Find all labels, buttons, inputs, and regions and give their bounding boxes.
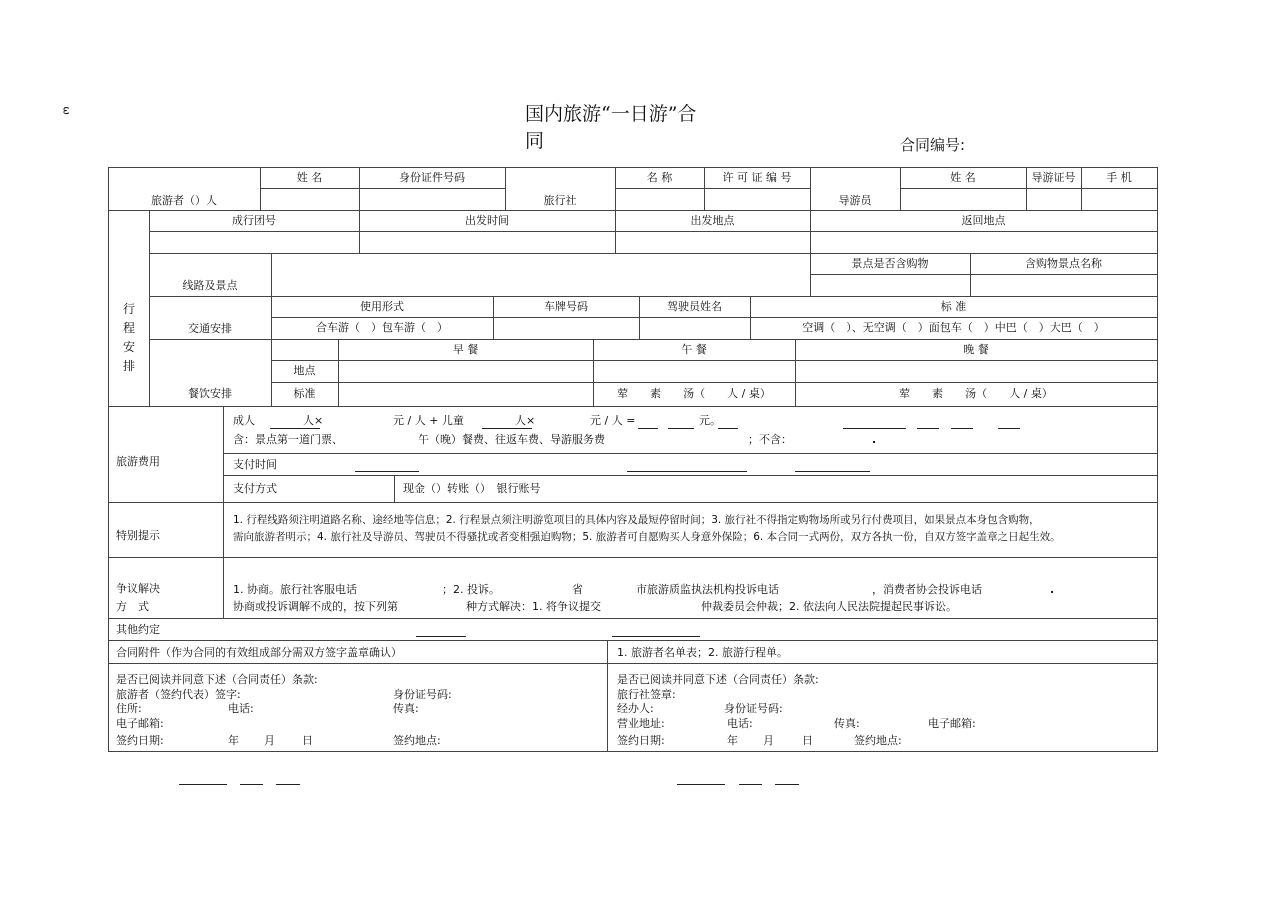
right-confirm: 是否已阅读并同意下述（合同责任）条款: [617,673,819,686]
left-id: 身份证号码: [393,688,452,701]
left-address: 住所: [116,702,142,715]
fee-excludes-end: . [872,433,877,446]
right-month: 月 [763,734,774,747]
driver-name-label: 驾驶员姓名 [667,300,722,313]
right-day: 日 [802,734,813,747]
group-number-label: 成行团号 [232,214,276,227]
dispute-consult: 1. 协商。旅行社客服电话 [233,583,357,596]
right-id: 身份证号码: [724,702,783,715]
lunch-standard: 荤 素 汤（ 人 / 桌） [617,387,771,400]
other-terms-label: 其他约定 [116,623,160,636]
shopping-name-label: 含购物景点名称 [1025,257,1102,270]
dispute-province: 省 [572,583,583,596]
right-place: 签约地点: [854,734,902,747]
depart-place-label: 出发地点 [690,214,735,227]
dispute-complain: ；2. 投诉。 [442,583,500,596]
title-line-2: 同 [525,130,545,152]
left-email: 电子邮箱: [116,717,164,730]
contract-number-label: 合同编号: [900,136,966,154]
dispute-consumer-assoc: ，消费者协会投诉电话 [872,583,982,596]
dispute-label-1: 争议解决 [116,582,160,595]
col-license-number: 许 可 证 编 号 [722,171,792,184]
itinerary-section-label: 行 程 安 排 [122,302,135,373]
fee-adult-times: 人× [303,414,324,427]
plate-number-label: 车牌号码 [544,300,588,313]
dinner-label: 晚 餐 [963,343,989,356]
title-line-1: 国内旅游“一日游”合 [525,103,697,125]
dispute-line1-end: . [1050,583,1055,596]
dispute-city-agency: 市旅游质监执法机构投诉电话 [636,583,779,596]
left-fax: 传真: [393,702,419,715]
breakfast-label: 早 餐 [452,343,479,356]
col-phone: 手 机 [1106,171,1132,184]
right-date: 签约日期: [617,734,665,747]
vehicle-options: 空调（ ）、无空调（ ）面包车（ ）中巴（ ）大巴（ ） [802,321,1105,334]
notice-line-1: 1. 行程线路须注明道路名称、途经地等信息；2. 行程景点须注明游览项目的具体内容及最短停留时间；3. 旅行社不得指定购物场所或另行付费项目，如果景点本身包含购物， [233,514,1040,526]
fee-includes-meals: 午（晚）餐费、往返车费、导游服务费 [418,433,605,446]
meal-place-label: 地点 [293,364,316,377]
left-day: 日 [302,734,313,747]
right-fax: 传真: [834,717,860,730]
transport-label: 交通安排 [188,322,232,335]
dispute-method-choice: 协商或投诉调解不成的，按下列第 [233,600,398,613]
guide-label: 导游员 [838,194,872,207]
vehicle-standard-label: 标 准 [940,300,967,313]
fees-label: 旅游费用 [116,455,160,468]
agency-label: 旅行社 [543,194,577,207]
lunch-label: 午 餐 [681,343,707,356]
return-place-label: 返回地点 [961,214,1006,227]
fee-adult: 成人 [233,414,255,427]
pay-time-label: 支付时间 [233,458,277,471]
tourist-count-label: 旅游者（）人 [151,194,217,207]
left-signer: 旅游者（签约代表）签字: [116,688,241,701]
right-email: 电子邮箱: [928,717,976,730]
route-label: 线路及景点 [182,279,238,292]
col-tourist-name: 姓 名 [296,171,323,184]
dinner-standard: 荤 素 汤（ 人 / 桌） [899,387,1053,400]
fee-yuan: 元。 [699,414,721,427]
pay-method-options: 现金（）转账（） 银行账号 [403,482,541,495]
col-id-number: 身份证件号码 [399,171,465,184]
usage-form-label: 使用形式 [360,300,404,313]
fee-excludes: ；不含： [748,433,792,446]
left-confirm: 是否已阅读并同意下述（合同责任）条款: [116,673,318,686]
meal-standard-label: 标准 [293,387,316,400]
notice-label: 特别提示 [116,529,160,542]
meal-label: 餐饮安排 [188,387,232,400]
left-date: 签约日期: [116,734,164,747]
right-tel: 电话: [727,717,753,730]
fee-per-adult-child: 元 / 人 + 儿童 [393,414,464,427]
right-handler: 经办人: [617,702,654,715]
dispute-label-2: 方 式 [116,600,149,613]
fee-includes: 含：景点第一道门票、 [233,433,343,446]
right-agency-sign: 旅行社签章: [617,688,676,701]
has-shopping-label: 景点是否含购物 [851,257,929,270]
pay-method-label: 支付方式 [233,482,277,495]
col-agency-name: 名 称 [646,171,673,184]
right-biz-address: 营业地址: [617,717,665,730]
dispute-court: 仲裁委员会仲裁；2. 依法向人民法院提起民事诉讼。 [701,600,957,613]
col-guide-cert: 导游证号 [1031,171,1076,184]
fee-per-child-equals: 元 / 人 = [590,414,636,427]
left-year: 年 [228,734,239,747]
page-mark: ω [60,106,72,115]
left-month: 月 [264,734,275,747]
depart-time-label: 出发时间 [465,214,509,227]
right-year: 年 [727,734,738,747]
left-place: 签约地点: [393,734,441,747]
usage-options: 合车游（ ）包车游（ ） [316,321,448,334]
left-tel: 电话: [228,702,254,715]
attachment-label: 合同附件（作为合同的有效组成部分需双方签字盖章确认） [116,646,402,659]
attachment-content: 1. 旅游者名单表；2. 旅游行程单。 [617,646,788,659]
fee-child-times: 人× [515,414,536,427]
col-guide-name: 姓 名 [950,171,976,184]
notice-line-2: 需向旅游者明示；4. 旅行社及导游员、驾驶员不得骚扰或者变相强迫购物；5. 旅游者可自愿购买人身意外保险；6. 本合同一式两份，双方各执一份，自双方签字盖章之日起生效。 [233,531,1061,543]
dispute-arbitration: 种方式解决：1. 将争议提交 [466,600,601,613]
